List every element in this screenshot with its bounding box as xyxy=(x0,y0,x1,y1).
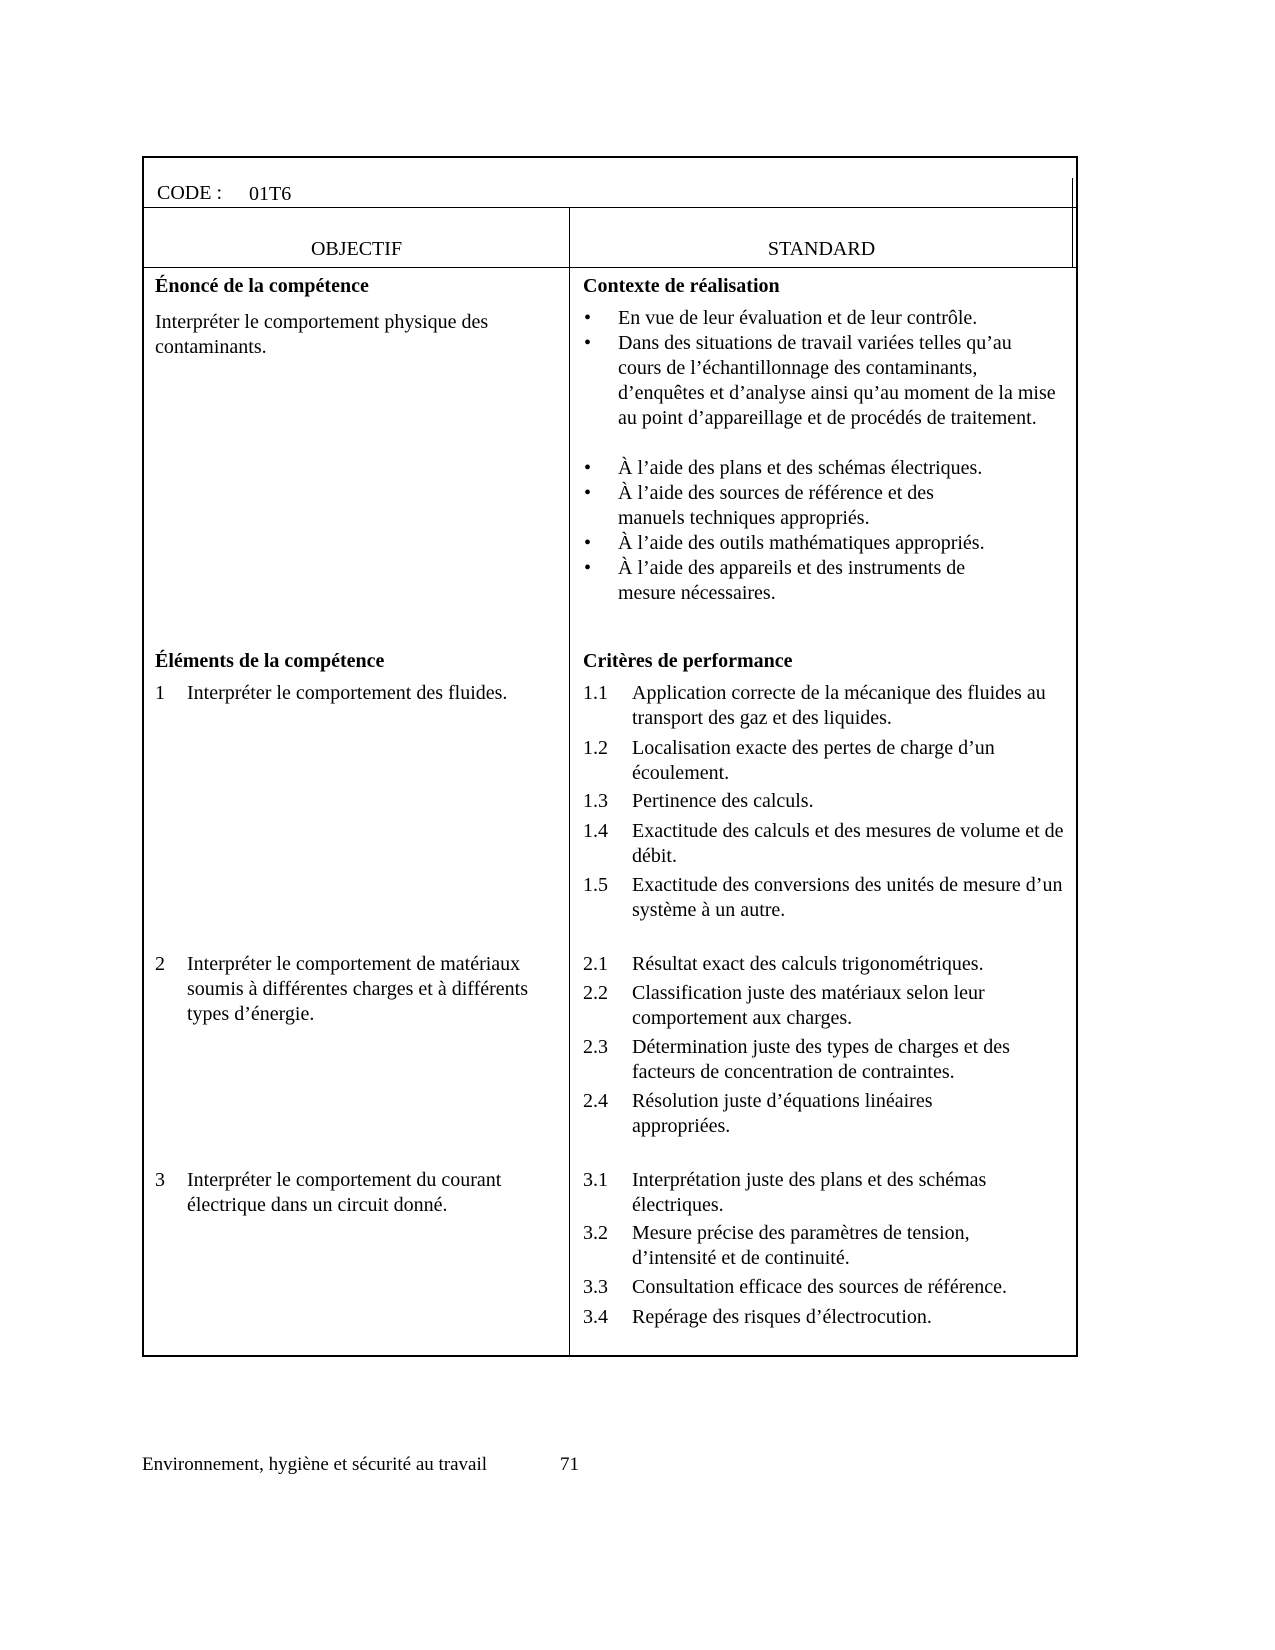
criteres-title: Critères de performance xyxy=(583,650,793,672)
critere-text: Exactitude des conversions des unités de mesure d’un système à un autre. xyxy=(632,874,1063,921)
bullet-icon: • xyxy=(584,457,592,479)
critere-text: Interprétation juste des plans et des schémas électriques. xyxy=(632,1169,987,1216)
table-border-top xyxy=(142,156,1078,158)
element-text: Interpréter le comportement des fluides. xyxy=(187,682,508,704)
element-number: 2 xyxy=(155,953,165,975)
critere-number: 1.5 xyxy=(583,874,608,896)
bullet-text: En vue de leur évaluation et de leur contrôle. xyxy=(618,307,978,329)
critere-number: 1.1 xyxy=(583,682,608,704)
critere-number: 2.3 xyxy=(583,1036,608,1058)
header-standard: STANDARD xyxy=(767,238,876,260)
critere-number: 3.4 xyxy=(583,1306,608,1328)
critere-text: Consultation efficace des sources de référence. xyxy=(632,1276,1008,1298)
enonce-text: Interpréter le comportement physique des contaminants. xyxy=(155,311,489,358)
code-label: CODE : xyxy=(157,182,222,204)
critere-number: 2.4 xyxy=(583,1090,608,1112)
bullet-text: À l’aide des outils mathématiques appropriés. xyxy=(618,532,985,554)
critere-number: 2.1 xyxy=(583,953,608,975)
critere-number: 2.2 xyxy=(583,982,608,1004)
table-border-left xyxy=(142,156,144,1357)
critere-text: Application correcte de la mécanique des fluides au transport des gaz et des liquides. xyxy=(632,682,1046,729)
contexte-title: Contexte de réalisation xyxy=(583,275,780,297)
bullet-icon: • xyxy=(584,557,592,579)
bullet-text: À l’aide des appareils et des instruments de mesure nécessaires. xyxy=(618,557,966,604)
element-text: Interpréter le comportement du courant électrique dans un circuit donné. xyxy=(187,1169,502,1216)
bullet-icon: • xyxy=(584,332,592,354)
critere-text: Détermination juste des types de charges et des facteurs de concentration de contraintes. xyxy=(632,1036,1010,1083)
bullet-icon: • xyxy=(584,482,592,504)
element-number: 3 xyxy=(155,1169,165,1191)
critere-number: 1.2 xyxy=(583,737,608,759)
critere-text: Résolution juste d’équations linéaires appropriées. xyxy=(632,1090,933,1137)
element-number: 1 xyxy=(155,682,165,704)
critere-text: Localisation exacte des pertes de charge d’un écoulement. xyxy=(632,737,995,784)
critere-number: 3.2 xyxy=(583,1222,608,1244)
elements-title: Éléments de la compétence xyxy=(155,650,385,672)
element-text: Interpréter le comportement de matériaux soumis à différentes charges et à différents types d’énergie. xyxy=(187,953,528,1025)
bullet-icon: • xyxy=(584,307,592,329)
critere-text: Résultat exact des calculs trigonométriques. xyxy=(632,953,984,975)
critere-text: Pertinence des calculs. xyxy=(632,790,814,812)
critere-number: 3.1 xyxy=(583,1169,608,1191)
critere-text: Exactitude des calculs et des mesures de volume et de débit. xyxy=(632,820,1064,867)
critere-text: Repérage des risques d’électrocution. xyxy=(632,1306,932,1328)
page-number: 71 xyxy=(560,1454,579,1475)
critere-text: Classification juste des matériaux selon leur comportement aux charges. xyxy=(632,982,985,1029)
critere-text: Mesure précise des paramètres de tension, d’intensité et de continuité. xyxy=(632,1222,970,1269)
enonce-title: Énoncé de la compétence xyxy=(155,275,369,297)
bullet-icon: • xyxy=(584,532,592,554)
table-border-right xyxy=(1076,156,1078,1357)
column-divider xyxy=(569,207,570,1356)
bullet-text: Dans des situations de travail variées telles qu’au cours de l’échantillonnage des contaminants, d’enquêtes et d’analyse ainsi qu’au moment de la mise au point d’appareillage et de procédés de traitement. xyxy=(618,332,1056,429)
critere-number: 3.3 xyxy=(583,1276,608,1298)
critere-number: 1.4 xyxy=(583,820,608,842)
bullet-text: À l’aide des sources de référence et des manuels techniques appropriés. xyxy=(618,482,934,529)
header-objectif: OBJECTIF xyxy=(310,238,403,260)
critere-number: 1.3 xyxy=(583,790,608,812)
bullet-text: À l’aide des plans et des schémas électriques. xyxy=(618,457,983,479)
footer-title: Environnement, hygiène et sécurité au travail xyxy=(142,1454,488,1475)
code-value: 01T6 xyxy=(249,183,292,205)
table-border-bottom xyxy=(142,1355,1078,1357)
header-row-divider xyxy=(142,267,1076,268)
code-row-divider xyxy=(142,207,1076,208)
